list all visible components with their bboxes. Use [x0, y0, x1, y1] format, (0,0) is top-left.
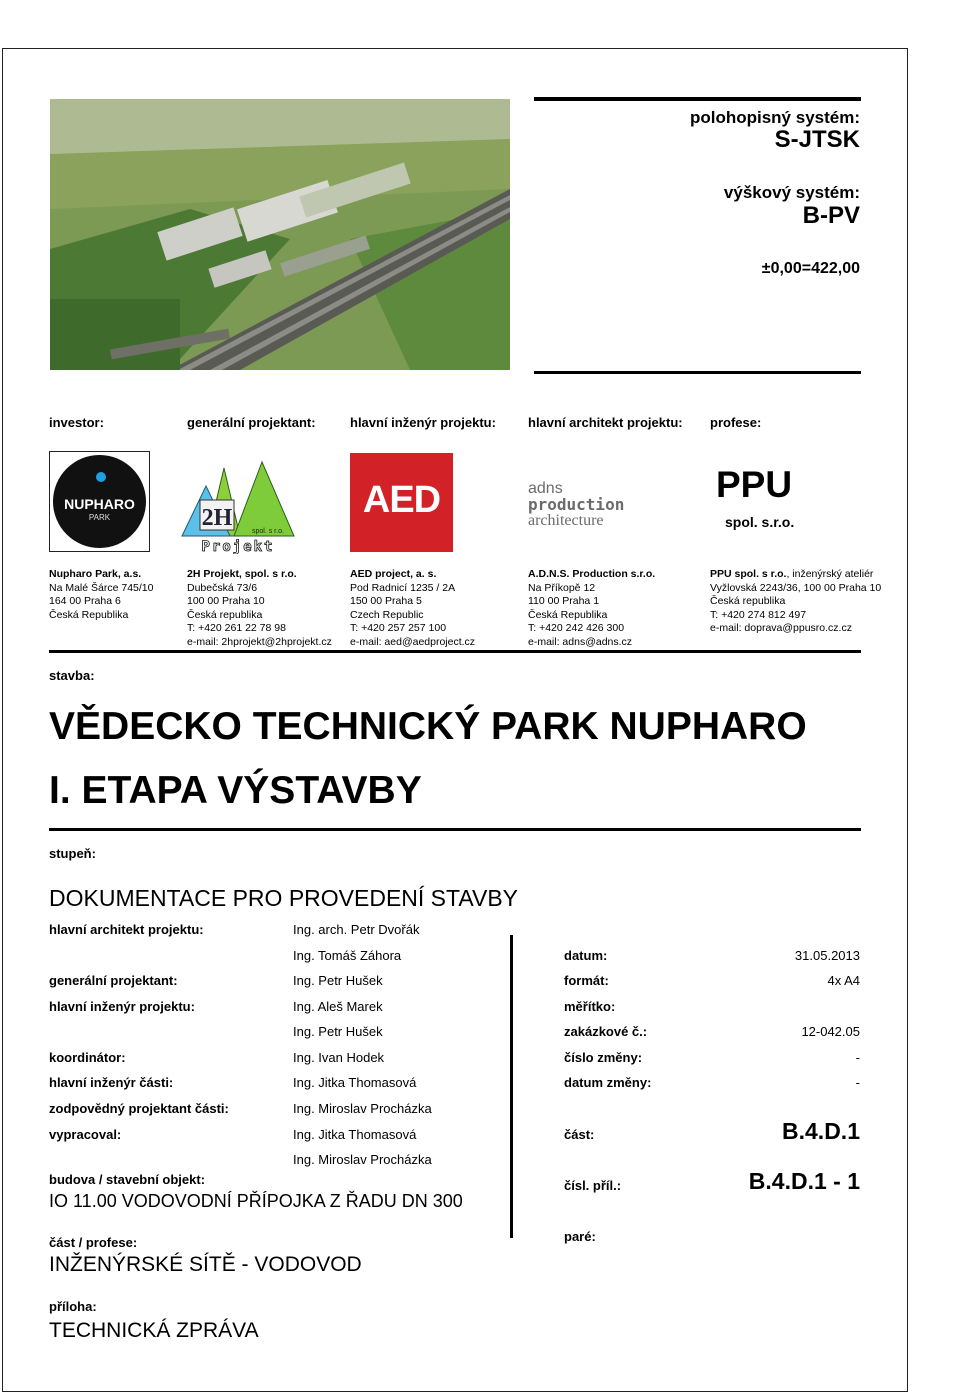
twoh-small: spol. s r.o. — [252, 528, 284, 535]
part-engineer-label: hlavní inženýr části: — [49, 1075, 174, 1090]
chief-architect-name-1: Ing. arch. Petr Dvořák — [293, 922, 420, 937]
twoh-word: Projekt — [201, 539, 275, 554]
nupharo-logo — [49, 451, 150, 552]
attachment-label: příloha: — [49, 1299, 97, 1314]
ppu-logo: PPU — [716, 464, 793, 505]
nupharo-address-city: 164 00 Praha 6 — [49, 595, 121, 608]
adns-address-name: A.D.N.S. Production s.r.o. — [528, 568, 656, 580]
aed-address-street: Pod Radnicí 1235 / 2A — [350, 581, 456, 594]
adns-address-country: Česká Republika — [528, 608, 608, 621]
change-date-label: datum změny: — [564, 1075, 652, 1090]
coordinator-label: koordinátor: — [49, 1050, 126, 1065]
twoh-address — [187, 568, 332, 650]
stage-value: DOKUMENTACE PRO PROVEDENÍ STAVBY — [49, 885, 519, 911]
ppu-address-country: Česká republika — [710, 595, 786, 608]
nupharo-logo-text: NUPHARO — [64, 496, 135, 512]
aed-address-city: 150 00 Praha 5 — [350, 595, 422, 608]
appendix-number-label: čísl. příl.: — [564, 1178, 622, 1193]
horizontal-system-label: polohopisný systém: — [689, 108, 860, 127]
investor-header: investor: — [49, 415, 104, 430]
profession-value: INŽENÝRSKÉ SÍTĚ - VODOVOD — [49, 1253, 362, 1276]
ppu-address — [710, 568, 881, 636]
profession-header: profese: — [710, 415, 762, 430]
ppu-address-email: e-mail: doprava@ppusro.cz.cz — [710, 622, 852, 635]
top-rule — [534, 97, 861, 101]
chief-architect-label: hlavní architekt projektu: — [49, 922, 204, 937]
aed-address-email: e-mail: aed@aedproject.cz — [350, 635, 476, 648]
adns-logo — [528, 481, 624, 529]
prepared-by-label: vypracoval: — [49, 1127, 122, 1142]
adns-address-phone: T: +420 242 426 300 — [528, 622, 625, 635]
ppu-logo-subtext: spol. s.r.o. — [725, 514, 795, 530]
twoh-address-street: Dubečská 73/6 — [187, 581, 258, 594]
building-object-label: budova / stavební objekt: — [49, 1172, 206, 1187]
scale-label: měřítko: — [564, 999, 616, 1014]
twoh-address-email: e-mail: 2hprojekt@2hprojekt.cz — [187, 635, 332, 648]
order-number-value: 12-042.05 — [801, 1024, 860, 1039]
part-value: B.4.D.1 — [782, 1118, 860, 1144]
aed-address-name: AED project, a. s. — [350, 568, 437, 580]
adns-logo-line2: production — [528, 495, 625, 514]
twoh-address-country: Česká republika — [187, 608, 263, 621]
aed-logo-text: AED — [362, 479, 441, 521]
nupharo-address-country: Česká Republika — [49, 608, 129, 621]
change-date-value: - — [855, 1075, 860, 1090]
general-designer-label: generální projektant: — [49, 973, 178, 988]
prepared-by-name-1: Ing. Jitka Thomasová — [293, 1127, 417, 1142]
attachment-value: TECHNICKÁ ZPRÁVA — [49, 1319, 259, 1342]
responsible-designer-label: zodpovědný projektant části: — [49, 1101, 229, 1116]
part-engineer-name: Ing. Jitka Thomasová — [293, 1075, 417, 1090]
twoh-logo — [178, 458, 296, 554]
adns-logo-line1: adns — [528, 480, 563, 497]
chief-engineer-label: hlavní inženýr projektu: — [49, 999, 195, 1014]
responsible-designer-name: Ing. Miroslav Procházka — [293, 1101, 432, 1116]
adns-address-email: e-mail: adns@adns.cz — [528, 635, 633, 648]
project-title-line1: VĚDECKO TECHNICKÝ PARK NUPHARO — [49, 705, 807, 748]
profession-label: část / profese: — [49, 1235, 138, 1250]
nupharo-address — [49, 568, 153, 622]
adns-address — [528, 568, 655, 650]
format-label: formát: — [564, 973, 609, 988]
general-designer-header: generální projektant: — [187, 415, 316, 430]
project-title-line2: I. ETAPA VÝSTAVBY — [49, 769, 422, 812]
change-number-value: - — [855, 1050, 860, 1065]
coordinator-name: Ing. Ivan Hodek — [293, 1050, 385, 1065]
details-divider — [510, 935, 513, 1238]
project-rule — [49, 650, 861, 653]
photo-bottom-rule — [534, 371, 861, 374]
aed-logo — [350, 453, 453, 552]
ppu-address-phone: T: +420 274 812 497 — [710, 608, 807, 621]
change-number-label: číslo změny: — [564, 1050, 643, 1065]
stavba-label: stavba: — [49, 668, 95, 683]
adns-address-city: 110 00 Praha 1 — [528, 595, 600, 608]
nupharo-address-name: Nupharo Park, a.s. — [49, 568, 142, 580]
prepared-by-name-2: Ing. Miroslav Procházka — [293, 1152, 432, 1167]
ppu-address-street: Vyžlovská 2243/36, 100 00 Praha 10 — [710, 581, 882, 594]
appendix-number-value: B.4.D.1 - 1 — [748, 1168, 860, 1194]
aed-address-country: Czech Republic — [350, 608, 424, 621]
ppu-address-name-rest: , inženýrský ateliér — [786, 568, 874, 580]
chief-engineer-header: hlavní inženýr projektu: — [350, 415, 496, 430]
horizontal-system-value: S-JTSK — [774, 126, 860, 153]
date-label: datum: — [564, 948, 608, 963]
copies-label: paré: — [564, 1229, 596, 1244]
part-label: část: — [564, 1127, 595, 1142]
adns-address-street: Na Příkopě 12 — [528, 581, 596, 594]
nupharo-logo-subtext: PARK — [88, 513, 111, 522]
elevation-value: ±0,00=422,00 — [761, 260, 860, 277]
general-designer-name: Ing. Petr Hušek — [293, 973, 383, 988]
twoh-address-phone: T: +420 261 22 78 98 — [187, 622, 286, 635]
vertical-system-value: B-PV — [802, 202, 860, 229]
aed-address-phone: T: +420 257 257 100 — [350, 622, 447, 635]
aed-address — [350, 568, 475, 650]
stage-label: stupeň: — [49, 846, 96, 861]
stage-rule — [49, 828, 861, 831]
twoh-address-city: 100 00 Praha 10 — [187, 595, 265, 608]
chief-architect-name-2: Ing. Tomáš Záhora — [293, 948, 402, 963]
ppu-address-name: PPU spol. s r.o. — [710, 568, 787, 580]
twoh-address-name: 2H Projekt, spol. s r.o. — [187, 568, 297, 580]
nupharo-address-street: Na Malé Šárce 745/10 — [49, 581, 154, 594]
vertical-system-label: výškový systém: — [723, 183, 860, 202]
chief-architect-header: hlavní architekt projektu: — [528, 415, 683, 430]
twoh-mark: 2H — [201, 505, 233, 531]
chief-engineer-name-1: Ing. Aleš Marek — [293, 999, 383, 1014]
date-value: 31.05.2013 — [794, 948, 860, 963]
building-object-value: IO 11.00 VODOVODNÍ PŘÍPOJKA Z ŘADU DN 300 — [49, 1191, 463, 1211]
adns-logo-line3: architecture — [528, 512, 604, 529]
format-value: 4x A4 — [827, 973, 860, 988]
order-number-label: zakázkové č.: — [564, 1024, 648, 1039]
aerial-photo — [50, 99, 510, 370]
chief-engineer-name-2: Ing. Petr Hušek — [293, 1024, 383, 1039]
